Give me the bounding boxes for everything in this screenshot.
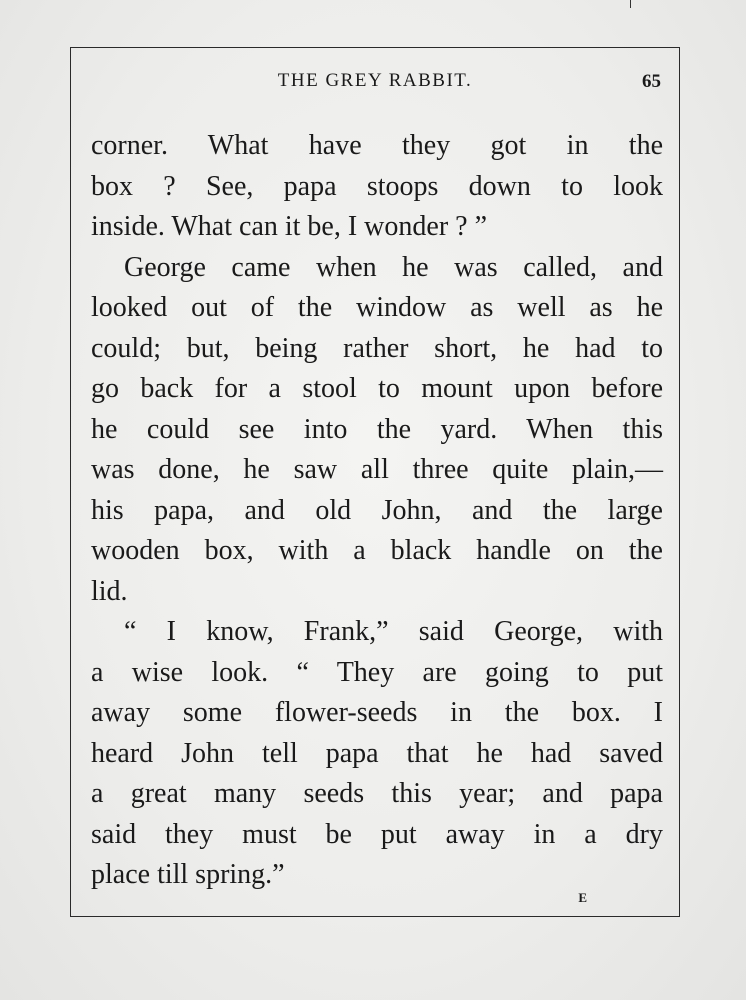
text-line: could; but, being rather short, he had to xyxy=(91,332,663,364)
running-title: THE GREY RABBIT. xyxy=(277,70,473,91)
text-line: away some flower-seeds in the box. I xyxy=(91,697,663,728)
text-line: place till spring.” xyxy=(91,859,285,890)
text-line: a great many seeds this year; and papa xyxy=(91,778,663,809)
signature-mark: E xyxy=(578,890,587,905)
text-line: his papa, and old John, and the large xyxy=(91,494,663,526)
text-line: wooden box, with a black handle on the xyxy=(91,535,663,566)
text-line: box ? See, papa stoops down to look xyxy=(91,170,663,202)
body-text xyxy=(91,126,663,896)
text-line: lid. xyxy=(91,575,128,607)
text-line: corner. What have they got in the xyxy=(91,130,663,161)
text-line: was done, he saw all three quite plain,— xyxy=(91,454,663,485)
text-line: George came when he was called, and xyxy=(124,251,663,283)
text-line: looked out of the window as well as he xyxy=(91,292,663,323)
text-line: heard John tell papa that he had saved xyxy=(91,737,663,769)
text-line: he could see into the yard. When this xyxy=(91,413,663,445)
text-frame xyxy=(70,47,680,917)
text-line: said they must be put away in a dry xyxy=(91,818,663,850)
text-line: “ I know, Frank,” said George, with xyxy=(124,616,663,647)
page-edge-mark xyxy=(630,0,631,8)
text-line: a wise look. “ They are going to put xyxy=(91,656,663,688)
text-line: go back for a stool to mount upon before xyxy=(91,373,663,404)
page-header xyxy=(71,70,679,100)
text-line: inside. What can it be, I wonder ? ” xyxy=(91,211,488,242)
page-number: 65 xyxy=(642,71,661,92)
